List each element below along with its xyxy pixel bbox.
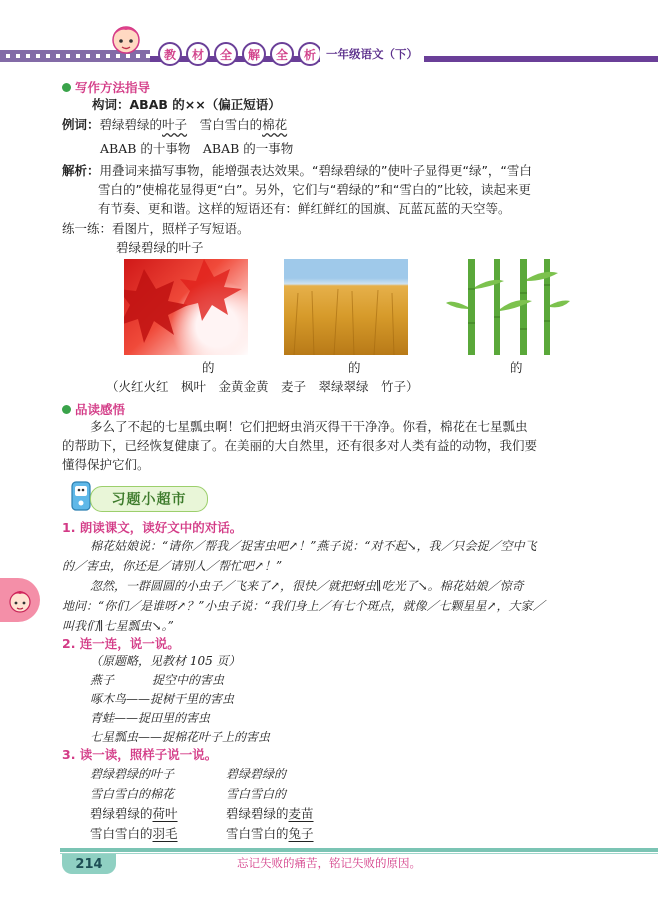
header-bubble: 析	[298, 42, 322, 66]
header-bubble: 材	[186, 42, 210, 66]
practice-line: 练一练：看图片，照样子写短语。	[62, 221, 250, 236]
q2-row-4: 七星瓢虫——捉棉花叶子上的害虫	[90, 730, 271, 744]
analysis-label: 解析：	[62, 163, 100, 178]
header-bubble: 全	[214, 42, 238, 66]
page-number: 214	[62, 854, 116, 874]
example-line	[62, 116, 287, 134]
q3-b2: 雪白雪白的	[226, 787, 287, 801]
q2-note: （原题略，见教材 105 页）	[90, 654, 241, 668]
footer-bar-thin	[60, 853, 658, 854]
grade-label: 一年级语文（下）	[320, 46, 424, 62]
bullet-icon	[62, 405, 71, 414]
q3-a3-pre: 碧绿碧绿的	[90, 806, 153, 821]
q1-line-3: 忽然，一群圆圆的小虫子／飞来了↗，很快／就把蚜虫∥吃光了↘。棉花姑娘／惊奇	[90, 579, 524, 593]
header-bubble: 解	[242, 42, 266, 66]
example-1-noun: 叶子	[162, 117, 188, 132]
q1-line-2: 的／害虫，你还是／请别人／帮忙吧↗！”	[62, 559, 283, 573]
q3-row-3	[90, 805, 314, 823]
writing-rule: 构词：ABAB 的××（偏正短语）	[92, 97, 281, 112]
reading-heading-text: 品读感悟	[75, 402, 126, 417]
q3-b1: 碧绿碧绿的	[226, 767, 287, 781]
maple-leaf-photo	[124, 259, 248, 355]
example-label: 例词：	[62, 117, 100, 132]
blank-label-2: 的	[348, 360, 361, 375]
banner-title: 习题小超市	[90, 486, 208, 512]
exercise-banner	[62, 478, 212, 514]
q3-a4-pre: 雪白雪白的	[90, 826, 153, 841]
example-2-pre: 雪白雪白的	[199, 117, 263, 132]
example-2-noun: 棉花	[262, 117, 288, 132]
word-bank: （火红火红 枫叶 金黄金黄 麦子 翠绿翠绿 竹子）	[106, 379, 419, 394]
reading-line-1: 多么了不起的七星瓢虫啊！它们把蚜虫消灭得干干净净。你看，棉花在七星瓢虫	[90, 419, 528, 434]
reading-line-2: 的帮助下，已经恢复健康了。在美丽的大自然里，还有很多对人类有益的动物，我们要	[62, 438, 538, 453]
example-formula: ABAB 的十事物 ABAB 的一事物	[100, 141, 294, 156]
bullet-icon	[62, 83, 71, 92]
q3-a3-noun: 荷叶	[152, 806, 178, 821]
wheat-field-photo	[284, 259, 408, 355]
q3-b4-noun: 兔子	[288, 826, 314, 841]
blank-label-1: 的	[202, 360, 215, 375]
analysis-line-3: 有节奏、更和谐。这样的短语还有：鲜红鲜红的国旗、瓦蓝瓦蓝的天空等。	[98, 201, 511, 216]
q1-line-1: 棉花姑娘说：“请你／帮我／捉害虫吧↗！”燕子说：“对不起↘，我／只会捉／空中飞	[90, 539, 537, 553]
q1-heading: 1. 朗读课文，读好文中的对话。	[62, 520, 243, 535]
analysis-text-1: 用叠词来描写事物，能增强表达效果。“碧绿碧绿的”使叶子显得更“绿”，“雪白	[99, 163, 532, 178]
page-header	[0, 0, 658, 70]
q3-b3-pre: 碧绿碧绿的	[226, 806, 289, 821]
q3-b3-noun: 麦苗	[288, 806, 314, 821]
side-tab	[0, 578, 40, 622]
q3-b4-pre: 雪白雪白的	[226, 826, 289, 841]
q1-line-5: 叫我们∥七星瓢虫↘。”	[62, 619, 174, 633]
header-bubble: 教	[158, 42, 182, 66]
q3-a2: 雪白雪白的棉花	[90, 787, 175, 801]
writing-heading	[62, 78, 150, 96]
q3-row-2	[90, 785, 286, 803]
q2-row-3: 青蛙——捉田里的害虫	[90, 711, 211, 725]
q1-line-4: 地问：“你们／是谁呀↗？”小虫子说：“我们身上／有七个斑点，就像／七颗星星↗，大家／	[62, 599, 545, 613]
analysis-line-1	[62, 162, 532, 180]
reading-line-3: 懂得保护它们。	[62, 457, 150, 472]
q3-a1: 碧绿碧绿的叶子	[90, 767, 175, 781]
reading-heading	[62, 400, 125, 418]
q2-heading: 2. 连一连，说一说。	[62, 636, 180, 651]
q2-row-1-b: 捉空中的害虫	[152, 673, 225, 687]
writing-heading-text: 写作方法指导	[75, 80, 151, 95]
mascot-face-icon	[6, 584, 34, 616]
blank-label-3: 的	[510, 360, 523, 375]
q2-row-2: 啄木鸟——捉树干里的害虫	[90, 692, 235, 706]
q2-row-1	[90, 671, 224, 689]
q3-row-4	[90, 825, 314, 843]
q3-a4-noun: 羽毛	[152, 826, 178, 841]
practice-example: 碧绿碧绿的叶子	[116, 240, 204, 255]
analysis-line-2: 雪白的”使棉花显得更“白”。另外，它们与“碧绿的”和“雪白的”比较，读起来更	[98, 182, 531, 197]
footer-bar	[60, 848, 658, 852]
header-bubble: 全	[270, 42, 294, 66]
q3-row-1	[90, 765, 286, 783]
q3-heading: 3. 读一读，照样子说一说。	[62, 747, 218, 762]
mascot-icon	[104, 16, 148, 60]
footer-motto: 忘记失败的痛苦，铭记失败的原因。	[237, 856, 421, 870]
q2-row-1-a: 燕子	[90, 673, 115, 687]
bamboo-photo	[446, 259, 570, 355]
example-1-pre: 碧绿碧绿的	[99, 117, 163, 132]
